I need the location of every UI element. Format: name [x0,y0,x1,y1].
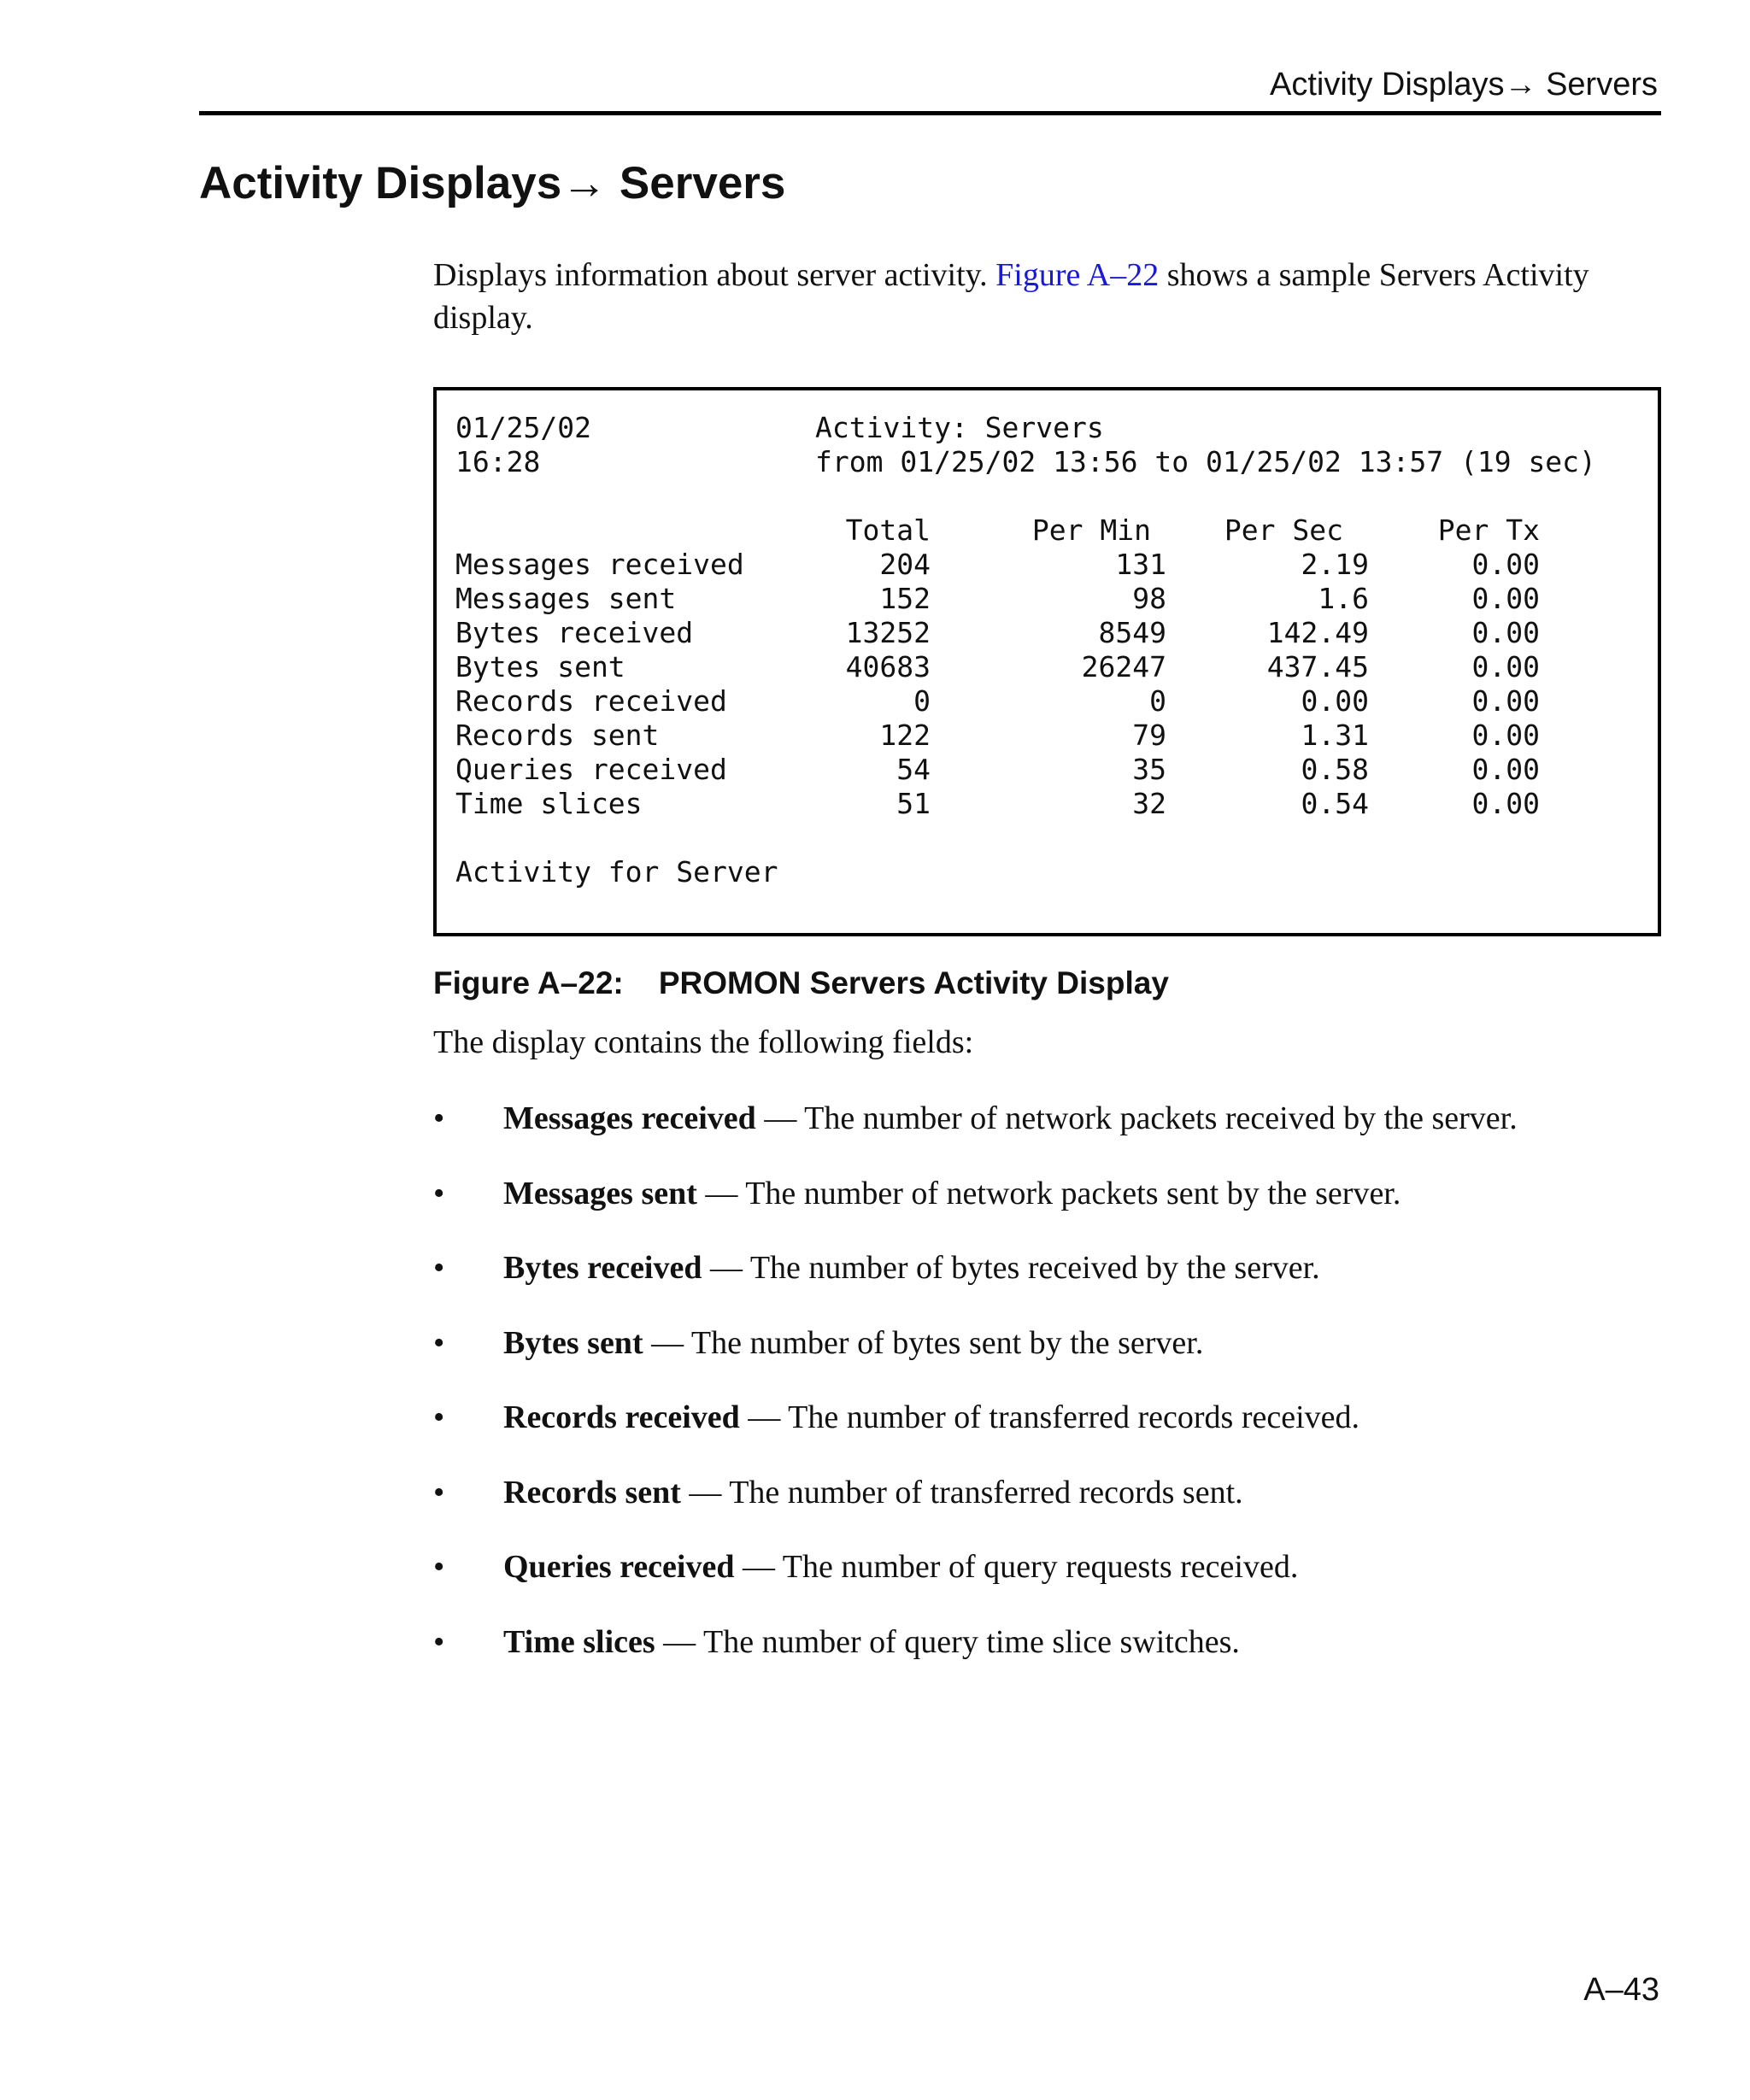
row-total: 204 [879,548,931,581]
row-per-min: 98 [1132,582,1166,615]
fields-lead: The display contains the following fields: [433,1024,974,1060]
figure-link[interactable]: Figure A–22 [995,257,1160,293]
intro-text-start: Displays information about server activity. [433,257,996,293]
row-total: 40683 [845,650,931,683]
row-per-sec: 0.54 [1301,787,1369,820]
figure-number: Figure A–22: [433,965,624,1000]
row-per-min: 26247 [1081,650,1166,683]
row-per-min: 8549 [1098,616,1166,649]
column-header-total: Total [845,513,931,547]
row-per-sec: 1.31 [1301,719,1369,752]
bullet-icon: • [433,1474,445,1510]
row-per-tx: 0.00 [1471,650,1540,683]
row-per-min: 79 [1132,719,1166,752]
row-per-sec: 437.45 [1266,650,1369,683]
table-row [437,548,1665,582]
row-per-sec: 0.58 [1301,753,1369,786]
field-term: Time slices [503,1623,655,1660]
row-label: Messages received [455,548,744,581]
table-row [437,684,1665,719]
bullet-icon: • [433,1623,445,1660]
row-per-min: 131 [1115,548,1166,581]
intro-paragraph [433,254,1630,339]
row-label: Bytes received [455,616,694,649]
field-description: — The number of bytes received by the server. [702,1250,1320,1286]
row-total: 13252 [845,616,931,649]
intro-text-end: shows a sample Servers Activity display. [433,257,1589,336]
bullet-icon: • [433,1324,445,1361]
column-header-per-min: Per Min [1031,513,1151,547]
figure-title: PROMON Servers Activity Display [658,965,1169,1000]
row-label: Time slices [455,787,643,820]
row-label: Bytes sent [455,650,625,683]
row-per-sec: 142.49 [1266,616,1369,649]
row-per-tx: 0.00 [1471,719,1540,752]
row-total: 51 [896,787,931,820]
bullet-icon: • [433,1100,445,1136]
row-per-tx: 0.00 [1471,616,1540,649]
row-per-tx: 0.00 [1471,753,1540,786]
bullet-icon: • [433,1399,445,1435]
table-row [437,616,1665,650]
field-term: Records sent [503,1474,681,1510]
field-term: Bytes sent [503,1324,643,1361]
field-term: Messages received [503,1100,756,1136]
screen-title: Activity: Servers [815,411,1104,444]
screen-range: from 01/25/02 13:56 to 01/25/02 13:57 (19 sec) [815,445,1596,478]
row-per-sec: 0.00 [1301,684,1369,718]
field-term: Records received [503,1399,740,1435]
row-label: Messages sent [455,582,677,615]
column-headers [437,513,1665,548]
table-row [437,719,1665,753]
bullet-icon: • [433,1175,445,1211]
field-description: — The number of query requests received. [734,1549,1299,1585]
row-label: Records sent [455,719,660,752]
field-term: Queries received [503,1549,735,1585]
row-per-min: 32 [1132,787,1166,820]
row-per-min: 35 [1132,753,1166,786]
row-per-tx: 0.00 [1471,684,1540,718]
field-term: Bytes received [503,1250,702,1286]
column-header-per-sec: Per Sec [1224,513,1343,547]
row-total: 152 [879,582,931,615]
screen-time: 16:28 [455,445,541,478]
activity-screen [433,387,1661,936]
row-per-min: 0 [1149,684,1166,718]
field-description: — The number of query time slice switches. [655,1623,1240,1660]
bullet-icon: • [433,1549,445,1585]
row-per-tx: 0.00 [1471,548,1540,581]
header-rule [199,111,1661,115]
figure-caption [433,965,1169,1001]
field-description: — The number of bytes sent by the server. [643,1324,1204,1361]
column-header-per-tx: Per Tx [1437,513,1540,547]
row-total: 122 [879,719,931,752]
table-row [437,753,1665,787]
table-row [437,650,1665,684]
bullet-icon: • [433,1250,445,1286]
field-description: — The number of network packets sent by the server. [696,1175,1401,1211]
row-per-tx: 0.00 [1471,582,1540,615]
screen-footer: Activity for Server [455,855,778,889]
row-total: 0 [913,684,931,718]
row-total: 54 [896,753,931,786]
field-description: — The number of network packets received by the server. [755,1100,1518,1136]
row-label: Records received [455,684,727,718]
section-title: Activity Displays→ Servers [199,158,786,208]
running-head: Activity Displays→ Servers [1270,67,1658,103]
row-label: Queries received [455,753,727,786]
screen-date: 01/25/02 [455,411,591,444]
field-description: — The number of transferred records sent. [680,1474,1243,1510]
row-per-sec: 1.6 [1318,582,1369,615]
page-number: A–43 [1583,1972,1659,2008]
table-row [437,582,1665,616]
row-per-sec: 2.19 [1301,548,1369,581]
row-per-tx: 0.00 [1471,787,1540,820]
table-row [437,787,1665,821]
field-term: Messages sent [503,1175,697,1211]
field-description: — The number of transferred records received. [739,1399,1360,1435]
